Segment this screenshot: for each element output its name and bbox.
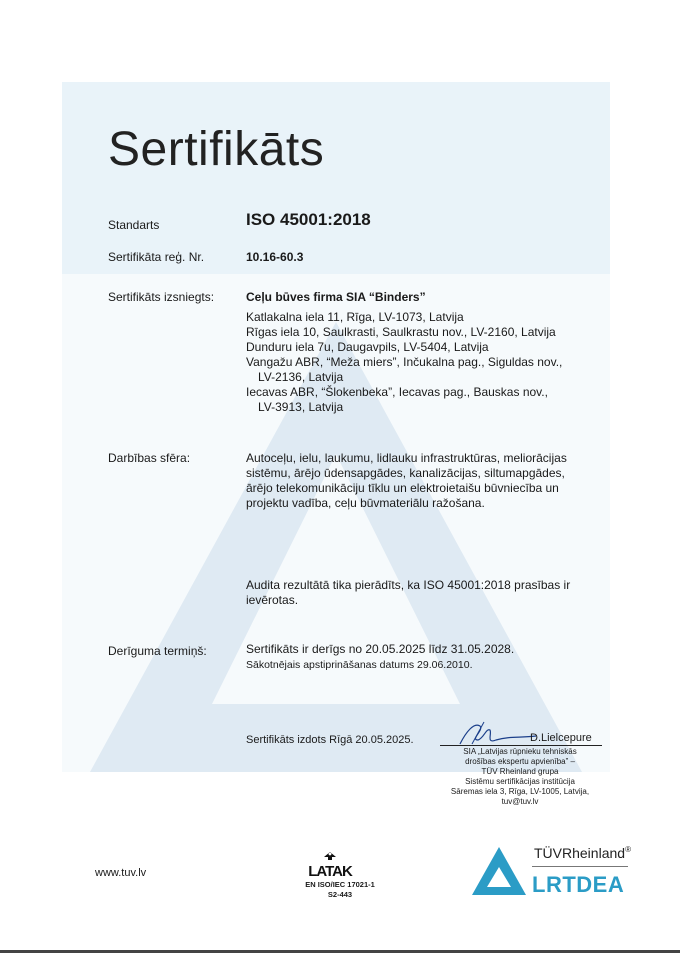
tuv-rheinland-wordmark <box>534 845 631 861</box>
issuing-organization <box>432 747 608 807</box>
tuv-name: TÜVRheinland <box>534 845 626 861</box>
signatory-name: D.Lielcepure <box>530 732 592 744</box>
org-line: SIA „Latvijas rūpnieku tehniskās <box>463 747 577 756</box>
address-line: LV-2136, Latvija <box>258 370 344 384</box>
latak-standard: EN ISO/IEC 17021-1 <box>305 880 375 889</box>
org-line: TÜV Rheinland grupa <box>481 767 559 776</box>
audit-line: Audita rezultātā tika pierādīts, ka ISO 45001:2018 prasības ir <box>246 578 571 592</box>
address-line: Dunduru iela 7u, Daugavpils, LV-5404, Latvija <box>246 340 489 354</box>
scope-label: Darbības sfēra: <box>108 451 191 465</box>
address-line: LV-3913, Latvija <box>258 400 344 414</box>
scope-line: Autoceļu, ielu, laukumu, lidlauku infrastruktūras, meliorācijas <box>246 451 567 465</box>
address-line: Iecavas ABR, “Šlokenbeka”, Iecavas pag., Bauskas nov., <box>246 385 548 399</box>
validity-line: Sertifikāts ir derīgs no 20.05.2025 līdz 31.05.2028. <box>246 642 515 656</box>
org-line: Sistēmu sertifikācijas institūcija <box>465 777 575 786</box>
org-line: drošības ekspertu apvienība” – <box>465 757 575 766</box>
address-line: Katlakalna iela 11, Rīga, LV-1073, Latvija <box>246 310 464 324</box>
standard-label: Standarts <box>108 218 160 232</box>
issued-to-label: Sertifikāts izsniegts: <box>108 290 215 304</box>
reg-nr-value: 10.16-60.3 <box>246 250 304 264</box>
lrtdea-wordmark: LRTDEA <box>532 872 625 897</box>
org-line: tuv@tuv.lv <box>501 797 539 806</box>
scope-line: sistēmu, ārējo ūdensapgādes, kanalizācijas, siltumapgādes, <box>246 466 565 480</box>
issued-date: Sertifikāts izdots Rīgā 20.05.2025. <box>246 734 414 746</box>
initial-approval-date: Sākotnējais apstiprināšanas datums 29.06.2010. <box>246 659 473 671</box>
registered-mark: ® <box>625 845 631 854</box>
certificate-title: Sertifikāts <box>108 123 325 176</box>
company-name: Ceļu būves firma SIA “Binders” <box>246 290 426 304</box>
header-band <box>62 82 610 274</box>
scope-line: projektu vadība, ceļu būvmateriālu ražošana. <box>246 496 485 510</box>
standard-value: ISO 45001:2018 <box>246 210 371 229</box>
validity-label: Derīguma termiņš: <box>108 644 207 658</box>
website-link[interactable]: www.tuv.lv <box>95 867 147 879</box>
latak-mark: LATAK <box>308 863 352 880</box>
tuv-divider <box>532 866 628 867</box>
company-addresses <box>246 310 562 415</box>
address-line: Vangažu ABR, “Meža miers”, Inčukalna pag., Siguldas nov., <box>246 355 563 369</box>
address-line: Rīgas iela 10, Saulkrasti, Saulkrastu nov., LV-2160, Latvija <box>246 325 556 339</box>
audit-statement <box>246 578 570 608</box>
audit-line: ievērotas. <box>246 593 299 607</box>
latak-accreditation-logo-icon <box>306 850 354 880</box>
scope-line: ārējo telekomunikāciju tīklu un elektroietaišu būvniecība un <box>246 481 559 495</box>
reg-nr-label: Sertifikāta reģ. Nr. <box>108 250 205 264</box>
lrtdea-triangle-logo-icon <box>470 845 528 897</box>
latak-accreditation-text <box>290 880 390 900</box>
latak-number: S2-443 <box>327 890 353 899</box>
signature-line <box>440 745 602 746</box>
scope-text <box>246 451 567 511</box>
org-line: Sāremas iela 3, Rīga, LV-1005, Latvija, <box>450 787 590 796</box>
